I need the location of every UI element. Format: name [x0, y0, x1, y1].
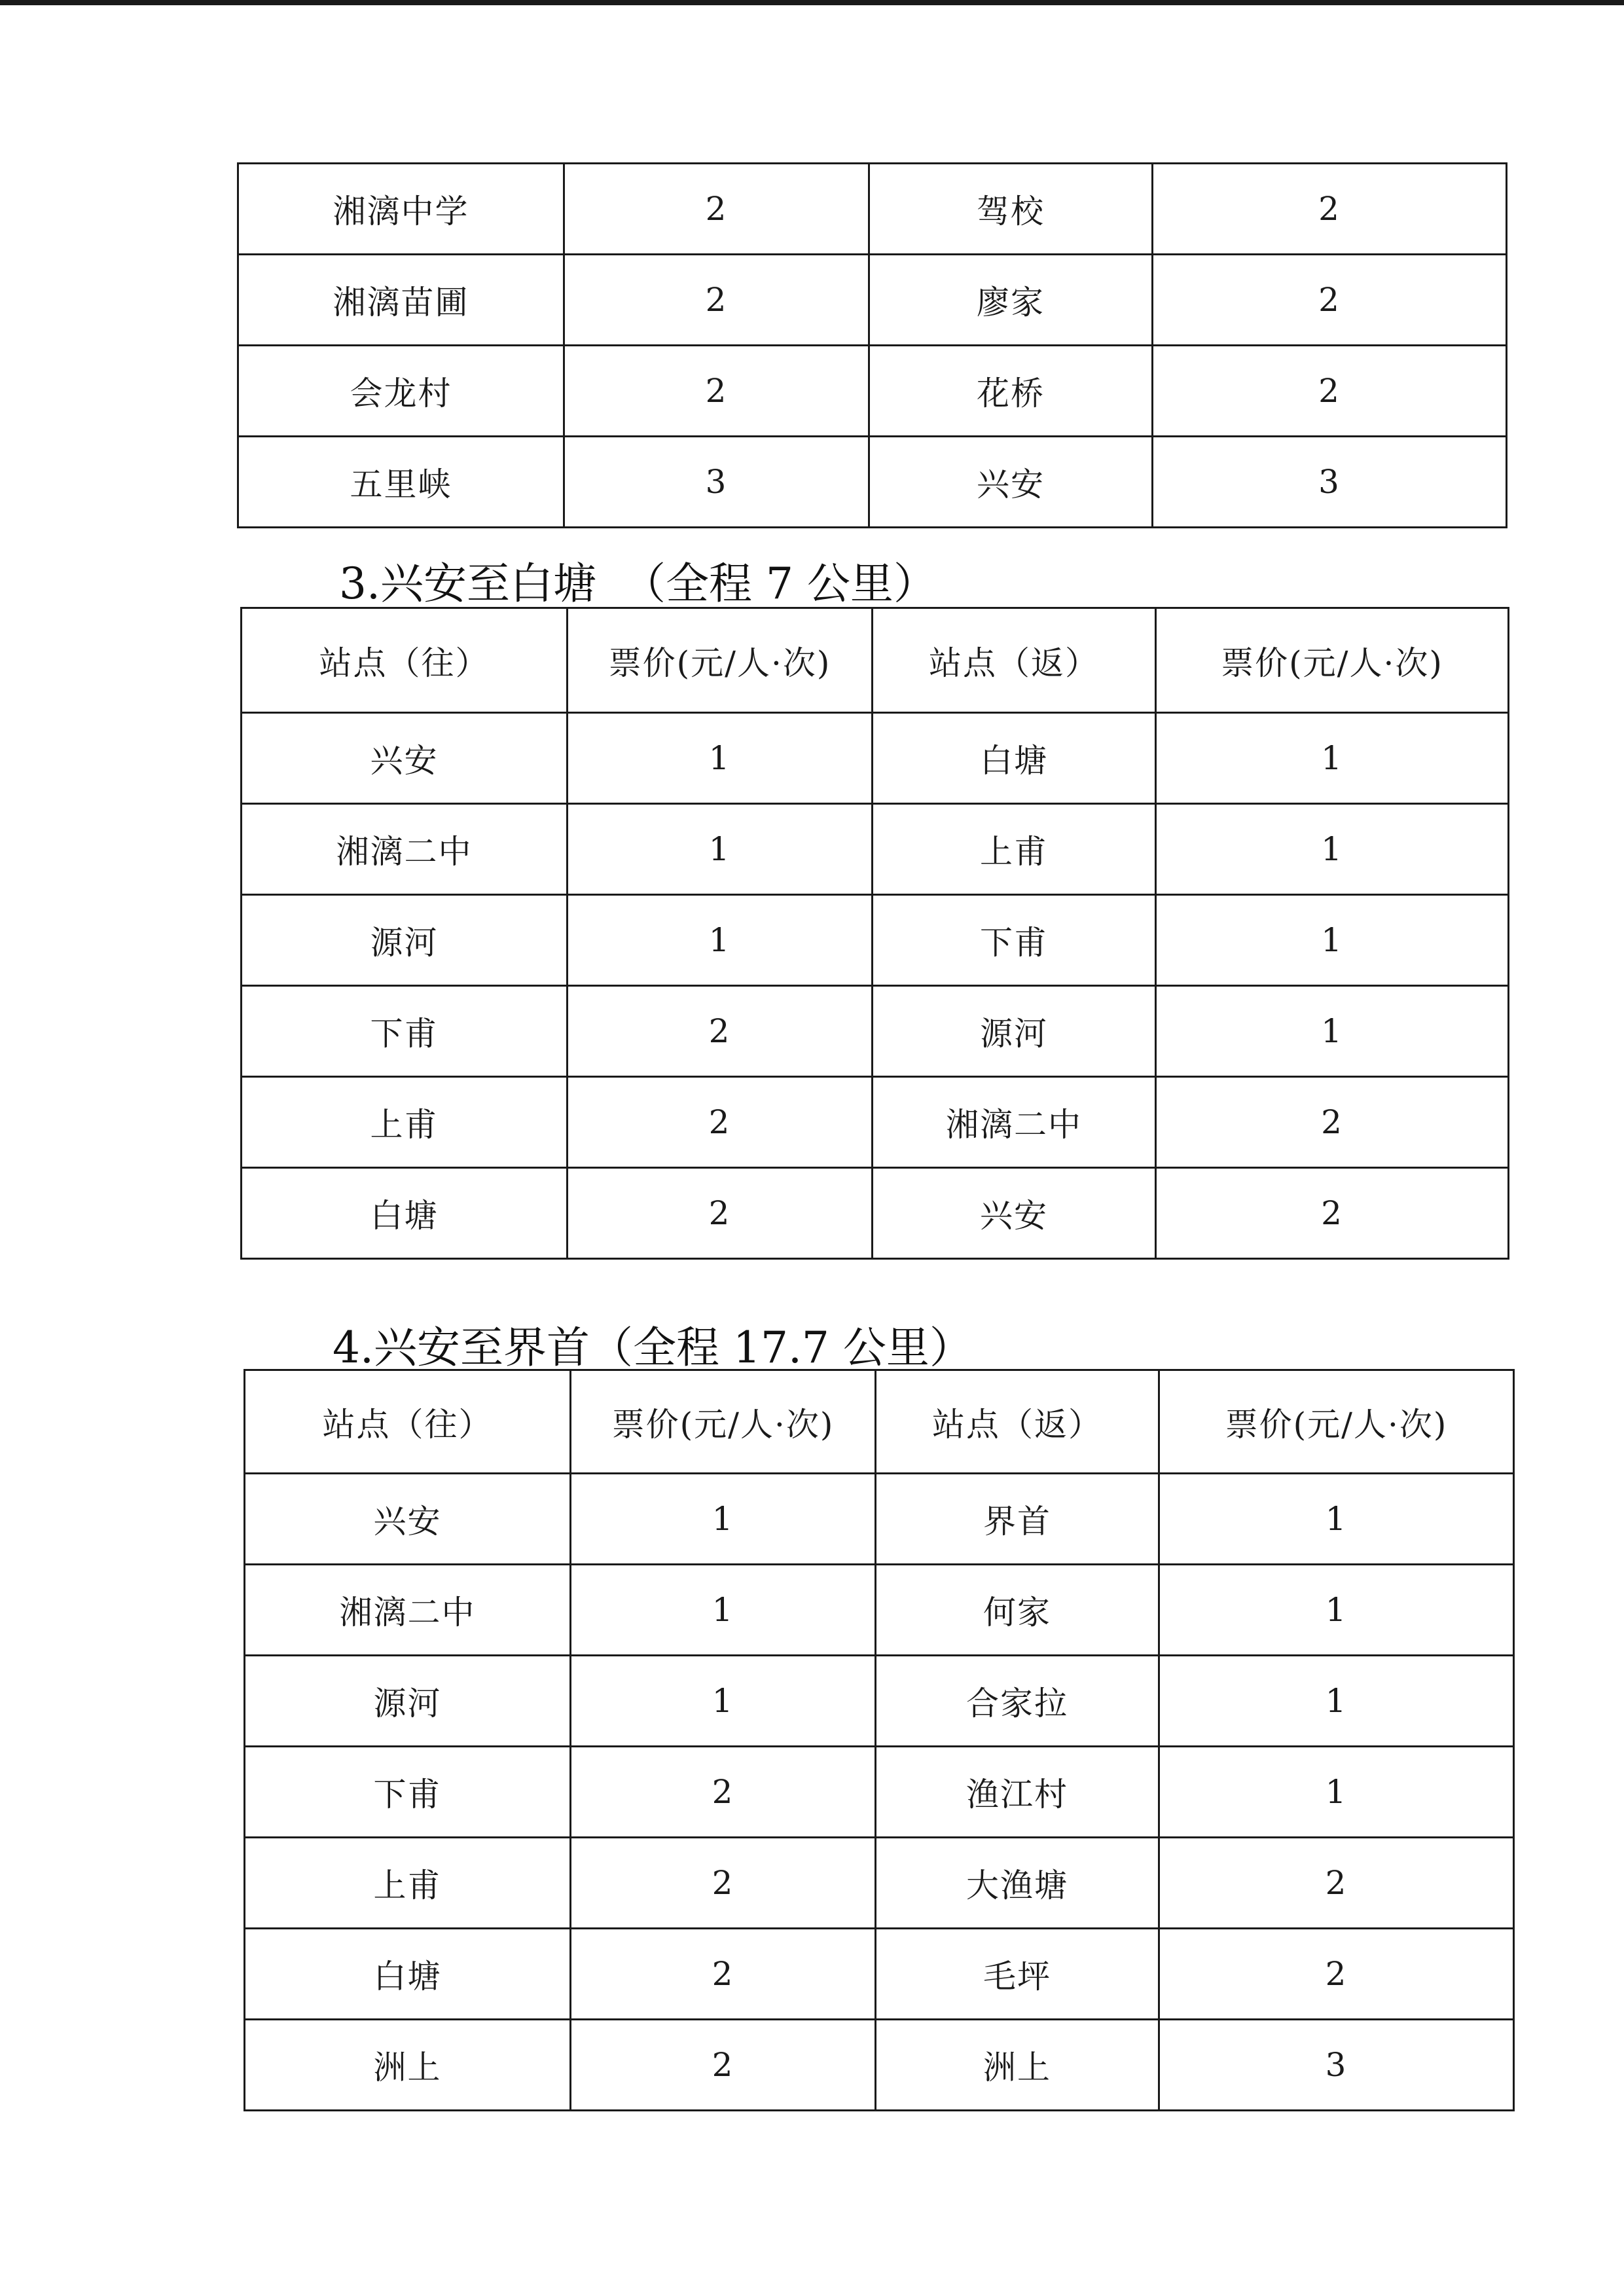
station-return-cell: 兴安: [869, 437, 1153, 528]
fare-out-cell: 3: [564, 437, 869, 528]
table-row: [238, 255, 1507, 346]
table-row: [242, 804, 1509, 895]
table-row: [242, 986, 1509, 1077]
fare-return-cell: 1: [1156, 713, 1509, 804]
header-row: [242, 608, 1509, 713]
station-return-cell: 渔江村: [876, 1747, 1159, 1838]
fare-out-cell: 2: [564, 255, 869, 346]
fare-out-cell: 2: [571, 2020, 876, 2111]
station-out-cell: 湘漓中学: [238, 164, 564, 255]
station-out-cell: 下甫: [245, 1747, 571, 1838]
fare-out-cell: 2: [568, 1168, 873, 1259]
column-header-fare-return: 票价(元/人·次): [1159, 1370, 1514, 1474]
station-out-cell: 湘漓二中: [242, 804, 568, 895]
station-out-cell: 洲上: [245, 2020, 571, 2111]
fare-out-cell: 2: [571, 1747, 876, 1838]
station-out-cell: 源河: [245, 1656, 571, 1747]
station-return-cell: 洲上: [876, 2020, 1159, 2111]
section-3-heading: [339, 549, 937, 611]
table-row: [238, 346, 1507, 437]
station-return-cell: 源河: [873, 986, 1156, 1077]
station-return-cell: 界首: [876, 1474, 1159, 1565]
table-row: [245, 1565, 1514, 1656]
table-row: [245, 2020, 1514, 2111]
fare-return-cell: 1: [1159, 1747, 1514, 1838]
station-out-cell: 湘漓二中: [245, 1565, 571, 1656]
station-out-cell: 兴安: [245, 1474, 571, 1565]
fare-return-cell: 1: [1156, 895, 1509, 986]
station-out-cell: 湘漓苗圃: [238, 255, 564, 346]
fare-return-cell: 1: [1156, 986, 1509, 1077]
station-out-cell: 上甫: [245, 1838, 571, 1929]
fare-out-cell: 1: [568, 895, 873, 986]
fare-out-cell: 2: [564, 346, 869, 437]
column-header-fare-out: 票价(元/人·次): [568, 608, 873, 713]
station-out-cell: 上甫: [242, 1077, 568, 1168]
fare-out-cell: 2: [568, 986, 873, 1077]
column-header-fare-out: 票价(元/人·次): [571, 1370, 876, 1474]
fare-table-continued: [237, 162, 1507, 528]
table-row: [242, 1077, 1509, 1168]
station-out-cell: 下甫: [242, 986, 568, 1077]
station-return-cell: 湘漓二中: [873, 1077, 1156, 1168]
section-3-note: （全程 7 公里）: [622, 558, 937, 609]
fare-return-cell: 1: [1159, 1565, 1514, 1656]
fare-return-cell: 2: [1159, 1929, 1514, 2020]
station-return-cell: 廖家: [869, 255, 1153, 346]
fare-out-cell: 2: [568, 1077, 873, 1168]
section-3-title: 兴安至白塘: [380, 558, 596, 609]
fare-return-cell: 3: [1153, 437, 1507, 528]
station-return-cell: 大渔塘: [876, 1838, 1159, 1929]
fare-return-cell: 1: [1156, 804, 1509, 895]
table-row: [245, 1474, 1514, 1565]
fare-table-section-3: [240, 607, 1509, 1260]
station-return-cell: 毛坪: [876, 1929, 1159, 2020]
station-return-cell: 驾校: [869, 164, 1153, 255]
table-row: [242, 895, 1509, 986]
fare-out-cell: 2: [571, 1838, 876, 1929]
column-header-station-out: 站点（往）: [245, 1370, 571, 1474]
station-return-cell: 下甫: [873, 895, 1156, 986]
column-header-station-return: 站点（返）: [876, 1370, 1159, 1474]
fare-out-cell: 1: [571, 1656, 876, 1747]
table-row: [242, 713, 1509, 804]
station-out-cell: 白塘: [245, 1929, 571, 2020]
column-header-fare-return: 票价(元/人·次): [1156, 608, 1509, 713]
table-row: [242, 1168, 1509, 1259]
fare-return-cell: 1: [1159, 1656, 1514, 1747]
header-row: [245, 1370, 1514, 1474]
station-out-cell: 五里峡: [238, 437, 564, 528]
table-row: [245, 1656, 1514, 1747]
fare-out-cell: 1: [571, 1565, 876, 1656]
column-header-station-return: 站点（返）: [873, 608, 1156, 713]
fare-return-cell: 2: [1156, 1077, 1509, 1168]
fare-out-cell: 2: [564, 164, 869, 255]
fare-table-section-4: [244, 1369, 1515, 2111]
fare-out-cell: 2: [571, 1929, 876, 2020]
table-row: [238, 164, 1507, 255]
section-4-title: 兴安至界首: [373, 1322, 590, 1373]
column-header-station-out: 站点（往）: [242, 608, 568, 713]
table-row: [245, 1929, 1514, 2020]
station-out-cell: 兴安: [242, 713, 568, 804]
station-return-cell: 白塘: [873, 713, 1156, 804]
section-4-number: 4.: [333, 1322, 374, 1373]
fare-return-cell: 1: [1159, 1474, 1514, 1565]
fare-out-cell: 1: [568, 713, 873, 804]
fare-out-cell: 1: [571, 1474, 876, 1565]
station-out-cell: 会龙村: [238, 346, 564, 437]
fare-return-cell: 3: [1159, 2020, 1514, 2111]
fare-out-cell: 1: [568, 804, 873, 895]
fare-return-cell: 2: [1153, 164, 1507, 255]
station-out-cell: 白塘: [242, 1168, 568, 1259]
station-return-cell: 兴安: [873, 1168, 1156, 1259]
table-row: [245, 1838, 1514, 1929]
section-4-heading: [333, 1313, 973, 1375]
section-3-number: 3.: [339, 558, 380, 609]
station-return-cell: 合家拉: [876, 1656, 1159, 1747]
fare-return-cell: 2: [1153, 346, 1507, 437]
table-row: [245, 1747, 1514, 1838]
fare-return-cell: 2: [1159, 1838, 1514, 1929]
station-return-cell: 上甫: [873, 804, 1156, 895]
page-top-edge: [0, 0, 1624, 5]
station-return-cell: 何家: [876, 1565, 1159, 1656]
station-out-cell: 源河: [242, 895, 568, 986]
fare-return-cell: 2: [1153, 255, 1507, 346]
table-row: [238, 437, 1507, 528]
fare-return-cell: 2: [1156, 1168, 1509, 1259]
station-return-cell: 花桥: [869, 346, 1153, 437]
section-4-note: （全程 17.7 公里）: [589, 1322, 973, 1373]
